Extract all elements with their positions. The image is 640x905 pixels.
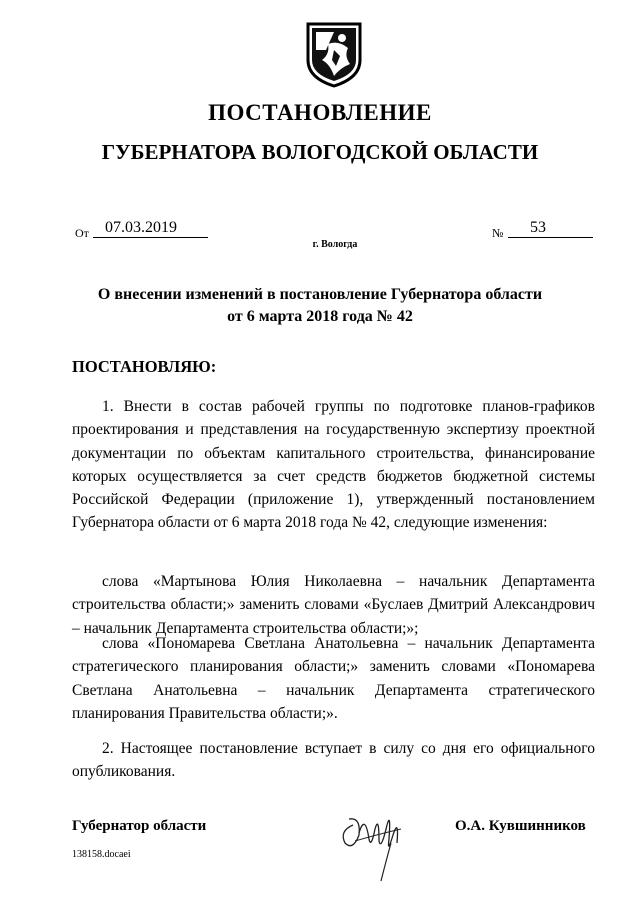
document-subtitle: ГУБЕРНАТОРА ВОЛОГОДСКОЙ ОБЛАСТИ bbox=[101, 140, 539, 164]
city-label: г. Вологда bbox=[312, 239, 358, 250]
file-reference: 138158.docaei bbox=[72, 849, 131, 860]
document-title: ПОСТАНОВЛЕНИЕ bbox=[208, 100, 432, 125]
signatory-position: Губернатор области bbox=[72, 818, 207, 834]
document-subject bbox=[60, 284, 580, 328]
paragraph-2: слова «Мартынова Юлия Николаевна – начальник Департамента строительства области;» заменить словами «Буслаев Дмитрий Александрович – начальник Департамента строительства области;»; bbox=[72, 573, 595, 637]
subject-line-2: от 6 марта 2018 года № 42 bbox=[227, 308, 413, 325]
paragraph-4: 2. Настоящее постановление вступает в силу со дня его официального опубликования. bbox=[72, 740, 595, 781]
paragraph-3: слова «Пономарева Светлана Анатольевна – начальник Департамента стратегического планирования области;» заменить словами «Пономарева Светлана Анатольевна – начальник Департамента стратегического планирования Правительства области;». bbox=[72, 635, 595, 722]
date-label: От bbox=[75, 226, 89, 240]
coat-of-arms-emblem bbox=[304, 20, 364, 88]
paragraph-1: 1. Внести в состав рабочей группы по подготовке планов-графиков проектирования и представления на государственную экспертизу проектной документации по объектам капитального строительства, финансирование которых осуществляется за счет средств бюджетов бюджетной системы Российской Федерации (приложение 1), утвержденный постановлением Губернатора области от 6 марта 2018 года № 42, следующие изменения: bbox=[72, 398, 595, 532]
document-number: 53 bbox=[508, 219, 593, 238]
signatory-name: О.А. Кувшинников bbox=[455, 818, 586, 834]
subject-line-1: О внесении изменений в постановление Губернатора области bbox=[97, 286, 543, 303]
decree-heading: ПОСТАНОВЛЯЮ: bbox=[72, 357, 217, 376]
number-label: № bbox=[492, 226, 504, 240]
handwritten-signature bbox=[335, 795, 415, 885]
document-date: 07.03.2019 bbox=[93, 219, 208, 238]
